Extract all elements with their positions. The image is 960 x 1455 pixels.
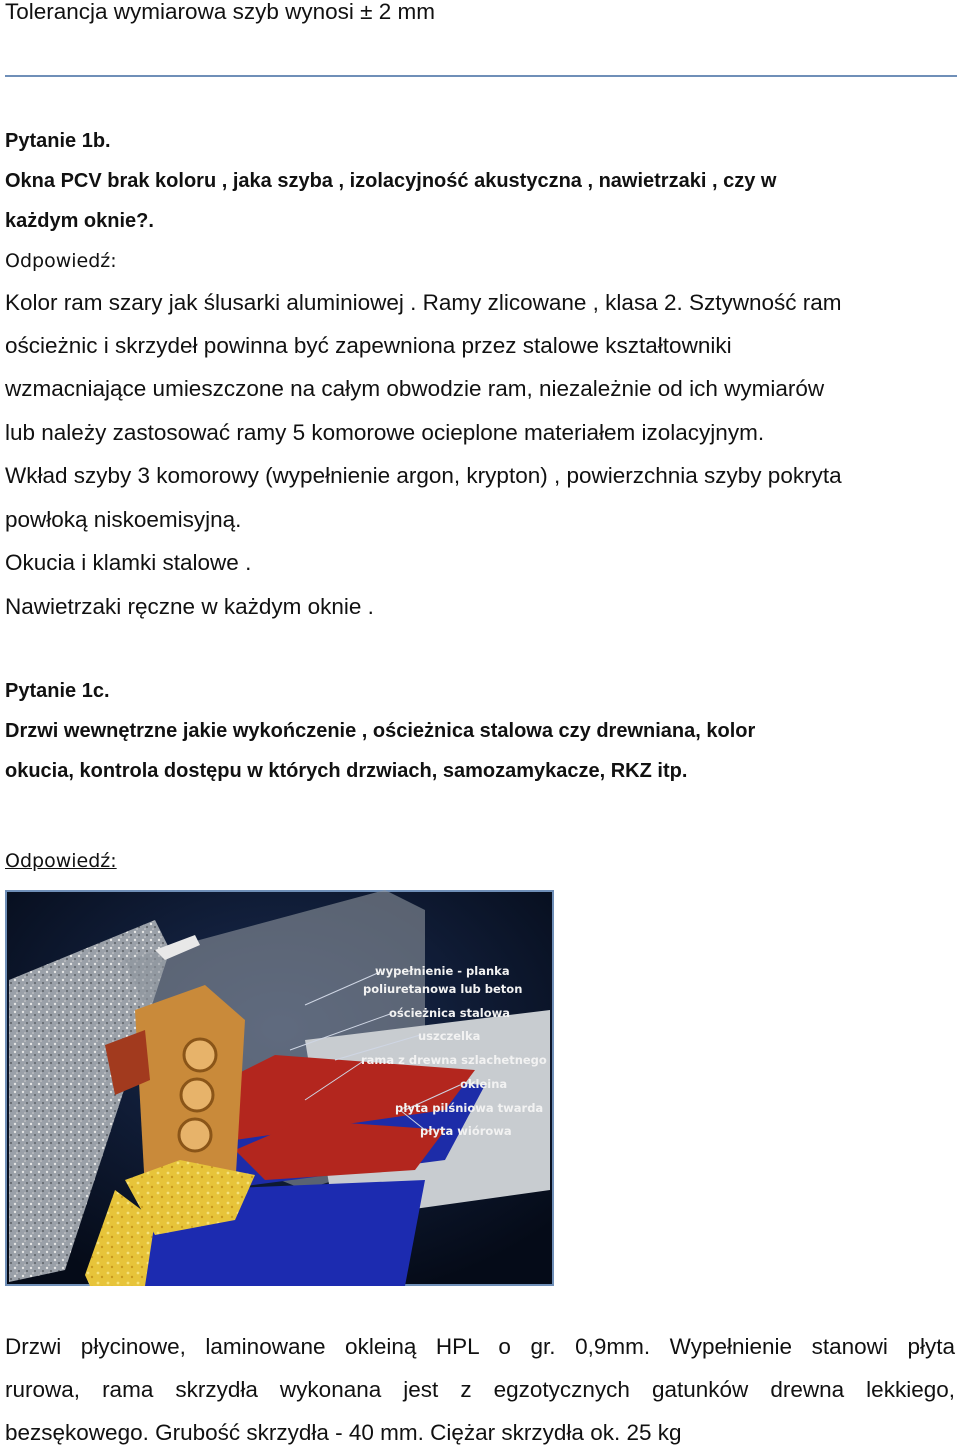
label-filling: wypełnienie - planka bbox=[375, 964, 510, 978]
question-1c-heading: Pytanie 1c. bbox=[5, 680, 110, 702]
tolerance-line: Tolerancja wymiarowa szyb wynosi ± 2 mm bbox=[5, 0, 435, 24]
answer-1b-line-4: lub należy zastosować ramy 5 komorowe ocieplone materiałem izolacyjnym. bbox=[5, 420, 765, 445]
label-timber-frame: rama z drewna szlachetnego bbox=[361, 1053, 547, 1067]
answer-1b-line-5: Wkład szyby 3 komorowy (wypełnienie argon, krypton) , powierzchnia szyby pokryta bbox=[5, 463, 842, 488]
closing-line-1: Drzwi płycinowe, laminowane okleiną HPL o gr. 0,9mm. Wypełnienie stanowi płyta bbox=[5, 1334, 955, 1359]
label-chipboard: płyta wiórowa bbox=[420, 1124, 512, 1138]
frame-hole-2 bbox=[181, 1079, 213, 1111]
question-1b-line-1: Okna PCV brak koloru , jaka szyba , izolacyjność akustyczna , nawietrzaki , czy w bbox=[5, 170, 777, 192]
frame-hole-3 bbox=[179, 1119, 211, 1151]
label-veneer: okleina bbox=[460, 1077, 508, 1091]
question-1b-line-2: każdym oknie?. bbox=[5, 210, 154, 232]
answer-1b-line-1: Kolor ram szary jak ślusarki aluminiowej . Ramy zlicowane , klasa 2. Sztywność ram bbox=[5, 290, 842, 315]
closing-line-3: bezsękowego. Grubość skrzydła - 40 mm. Ciężar skrzydła ok. 25 kg bbox=[5, 1420, 682, 1445]
label-seal: uszczelka bbox=[418, 1029, 481, 1043]
closing-line-2: rurowa, rama skrzydła wykonana jest z egzotycznych gatunków drewna lekkiego, bbox=[5, 1377, 955, 1402]
answer-1c-label: Odpowiedź: bbox=[5, 850, 117, 872]
answer-1b-line-2: ościeżnic i skrzydeł powinna być zapewniona przez stalowe kształtowniki bbox=[5, 333, 732, 358]
answer-1b-line-7: Okucia i klamki stalowe . bbox=[5, 550, 252, 575]
question-1c-line-1: Drzwi wewnętrzne jakie wykończenie , ościeżnica stalowa czy drewniana, kolor bbox=[5, 720, 756, 742]
divider bbox=[5, 75, 957, 77]
answer-1b-label: Odpowiedź: bbox=[5, 250, 117, 272]
answer-1b-line-3: wzmacniające umieszczone na całym obwodzie ram, niezależnie od ich wymiarów bbox=[5, 376, 825, 401]
label-steel-frame: ościeżnica stalowa bbox=[389, 1006, 511, 1020]
question-1c-line-2: okucia, kontrola dostępu w których drzwiach, samozamykacze, RKZ itp. bbox=[5, 760, 688, 782]
question-1b-heading: Pytanie 1b. bbox=[5, 130, 111, 152]
answer-1b-line-8: Nawietrzaki ręczne w każdym oknie . bbox=[5, 594, 374, 619]
door-cross-section-illustration bbox=[5, 890, 554, 1286]
label-hardboard: płyta pilśniowa twarda bbox=[395, 1101, 544, 1115]
door-cross-section-figure bbox=[5, 890, 554, 1286]
answer-1b-line-6: powłoką niskoemisyjną. bbox=[5, 507, 242, 532]
frame-hole-1 bbox=[184, 1039, 216, 1071]
label-polyurethane: poliuretanowa lub beton bbox=[363, 982, 523, 996]
